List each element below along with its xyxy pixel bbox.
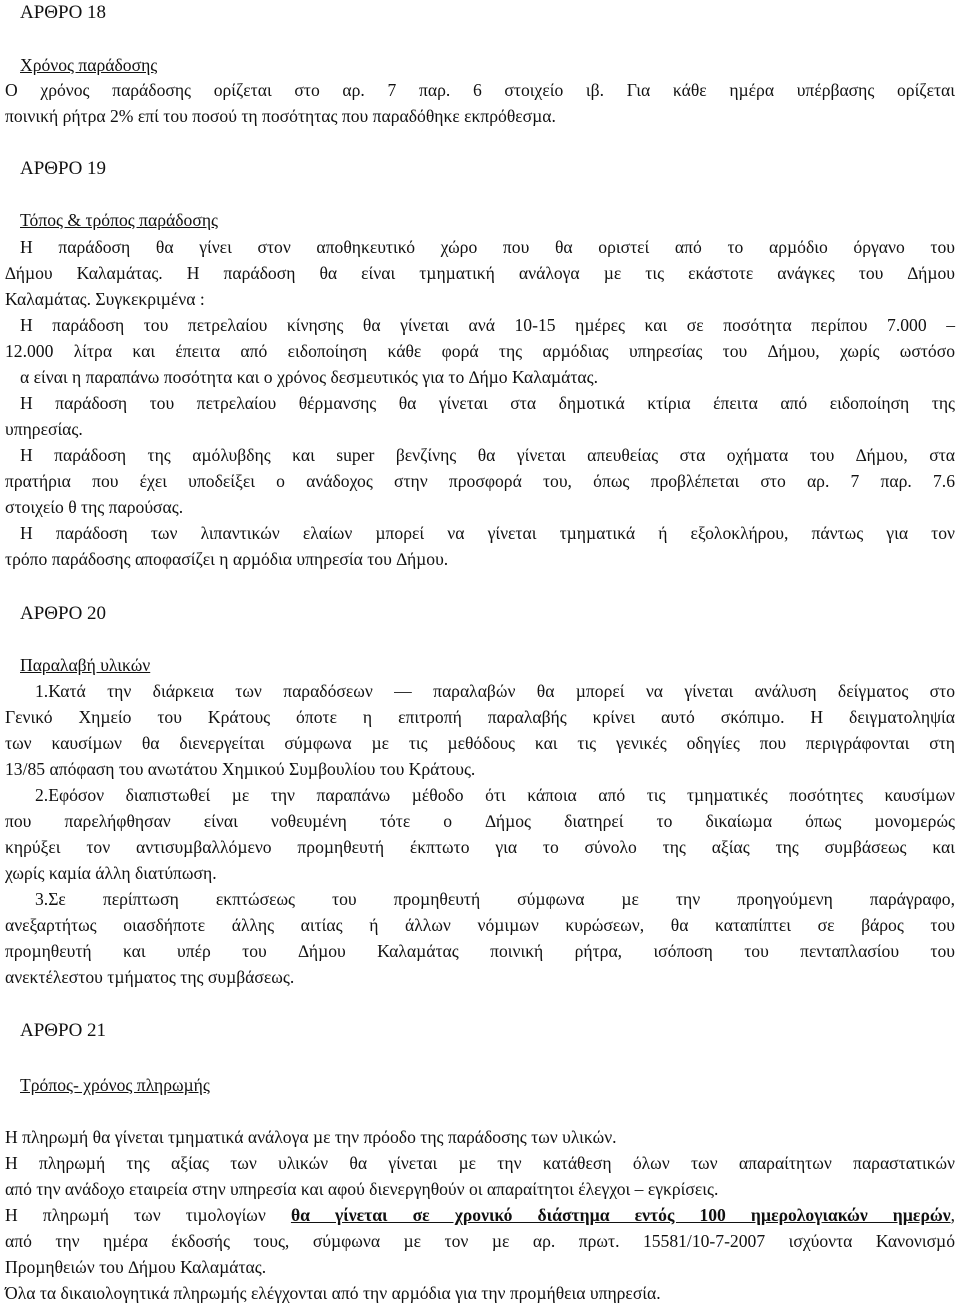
article-20-line: Γενικό Χηµείο του Κράτους όποτε η επιτροπή παραλαβής κρίνει αυτό σκόπιµο. Η δειγµατοληψία xyxy=(5,707,955,727)
article-21-payment-line xyxy=(5,1202,955,1228)
payment-deadline-emphasis: θα γίνεται σε χρονικό διάστηµα εντός 100 ηµερολογιακών ηµερών xyxy=(290,1205,951,1225)
article-19-line: πρατήρια που έχει υποδείξει ο ανάδοχος στην προσφορά του, όπως προβλέπεται στο αρ. 7 παρ. 7.6 xyxy=(5,471,955,491)
article-19-line: Η παράδοση του πετρελαίου κίνησης θα γίνεται ανά 10-15 ηµέρες και σε ποσότητα περίπου 7.000 – xyxy=(20,315,955,335)
article-18-line: Ο χρόνος παράδοσης ορίζεται στο αρ. 7 παρ. 6 στοιχείο ιβ. Για κάθε ηµέρα υπέρβασης ορίζεται xyxy=(5,80,955,100)
article-20-line: προµηθευτή και υπέρ του ∆ήµου Καλαµάτας ποινική ρήτρα, ισόποση του πενταπλασίου του xyxy=(5,941,955,961)
article-19-line: υπηρεσίας. xyxy=(5,419,83,439)
article-19-line: α είναι η παραπάνω ποσότητα και ο χρόνος δεσµευτικός για το ∆ήµο Καλαµάτας. xyxy=(20,367,599,387)
article-21-line: Όλα τα δικαιολογητικά πληρωµής ελέγχονται από την αρµόδια για την προµήθεια υπηρεσία. xyxy=(5,1283,661,1303)
article-20-line: που παρελήφθησαν είναι νοθευµένη τότε ο ∆ήµος διατηρεί το δικαίωµα όπως µονοµερώς xyxy=(5,811,955,831)
article-20-line: ανεκτέλεστου τµήµατος της συµβάσεως. xyxy=(5,967,295,987)
article-19-line: 12.000 λίτρα και έπειτα από ειδοποίηση κάθε φορά της αρµόδιας υπηρεσίας του ∆ήµου, χωρίς ωστόσο xyxy=(5,341,955,361)
article-20-line: ανεξαρτήτως οιασδήποτε άλλης αιτίας ή άλλων νόµιµων κυρώσεων, θα καταπίπτει σε βάρος του xyxy=(5,915,955,935)
article-18-line: ποινική ρήτρα 2% επί του ποσού τη ποσότητας που παραδόθηκε εκπρόθεσµα. xyxy=(5,106,556,126)
article-21-line: Η πληρωµή της αξίας των υλικών θα γίνεται µε την κατάθεση όλων των απαραίτητων παραστατικών xyxy=(5,1153,955,1173)
article-20-line: 2.Εφόσον διαπιστωθεί µε την παραπάνω µέθοδο ότι κάποια από τις τµηµατικές ποσότητες καυσίµων xyxy=(35,785,955,805)
article-20-line: κηρύξει τον αντισυµβαλλόµενο προµηθευτή έκπτωτο για το σύνολο της αξίας της συµβάσεως και xyxy=(5,837,955,857)
article-21-line: Η πληρωµή θα γίνεται τµηµατικά ανάλογα µε την πρόοδο της παράδοσης των υλικών. xyxy=(5,1127,617,1147)
article-20-heading: ΑΡΘΡΟ 20 xyxy=(20,603,107,624)
article-21-line: από την ηµέρα έκδοσής τους, σύµφωνα µε τον µε αρ. πρωτ. 15581/10-7-2007 ισχύοντα Κανονισµό xyxy=(5,1231,955,1251)
article-19-subheading: Τόπος & τρόπος παράδοσης xyxy=(20,210,218,230)
payment-text-after: , xyxy=(950,1205,955,1225)
article-20-line: χωρίς καµία άλλη διατύπωση. xyxy=(5,863,217,883)
article-19-heading: ΑΡΘΡΟ 19 xyxy=(20,158,107,179)
article-19-line: Καλαµάτας. Συγκεκριµένα : xyxy=(5,289,205,309)
article-19-line: τρόπο παράδοσης αποφασίζει η αρµόδια υπηρεσία του ∆ήµου. xyxy=(5,549,449,569)
article-18-subheading: Χρόνος παράδοσης xyxy=(20,55,158,75)
article-20-line: 13/85 απόφαση του ανωτάτου Χηµικού Συµβουλίου του Κράτους. xyxy=(5,759,476,779)
article-19-line: Η παράδοση του πετρελαίου θέρµανσης θα γίνεται στα δηµοτικά κτίρια έπειτα από ειδοποίηση της xyxy=(20,393,955,413)
article-20-line: των καυσίµων θα διενεργείται σύµφωνα µε τις µεθόδους και τις γενικές οδηγίες που περιγράφονται στη xyxy=(5,733,955,753)
article-21-line: Προµηθειών του ∆ήµου Καλαµάτας. xyxy=(5,1257,267,1277)
article-20-line: 1.Κατά την διάρκεια των παραδόσεων — παραλαβών θα µπορεί να γίνεται ανάλυση δείγµατος στο xyxy=(35,681,955,701)
article-18-heading: ΑΡΘΡΟ 18 xyxy=(20,2,107,23)
article-20-subheading: Παραλαβή υλικών xyxy=(20,655,151,675)
article-21-subheading: Τρόπος- χρόνος πληρωµής xyxy=(20,1075,210,1095)
article-19-line: Η παράδοση της αµόλυβδης και super βενζίνης θα γίνεται απευθείας στα οχήµατα του ∆ήµου, στα xyxy=(20,445,955,465)
article-21-line: από την ανάδοχο εταιρεία στην υπηρεσία και αφού διενεργηθούν οι απαραίτητοι έλεγχοι – εγκρίσεις. xyxy=(5,1179,719,1199)
article-19-line: Η παράδοση των λιπαντικών ελαίων µπορεί να γίνεται τµηµατικά ή εξολοκλήρου, πάντως για τον xyxy=(20,523,955,543)
article-20-line: 3.Σε περίπτωση εκπτώσεως του προµηθευτή σύµφωνα µε την προηγούµενη παράγραφο, xyxy=(35,889,955,909)
article-19-line: στοιχείο θ της παρούσας. xyxy=(5,497,184,517)
payment-text-before: Η πληρωµή των τιµολογίων xyxy=(5,1205,291,1225)
article-19-line: ∆ήµου Καλαµάτας. Η παράδοση θα είναι τµηµατική ανάλογα µε τις εκάστοτε ανάγκες του ∆ήµου xyxy=(5,263,955,283)
article-21-heading: ΑΡΘΡΟ 21 xyxy=(20,1020,107,1041)
article-19-line: Η παράδοση θα γίνει στον αποθηκευτικό χώρο που θα οριστεί από το αρµόδιο όργανο του xyxy=(20,237,955,257)
